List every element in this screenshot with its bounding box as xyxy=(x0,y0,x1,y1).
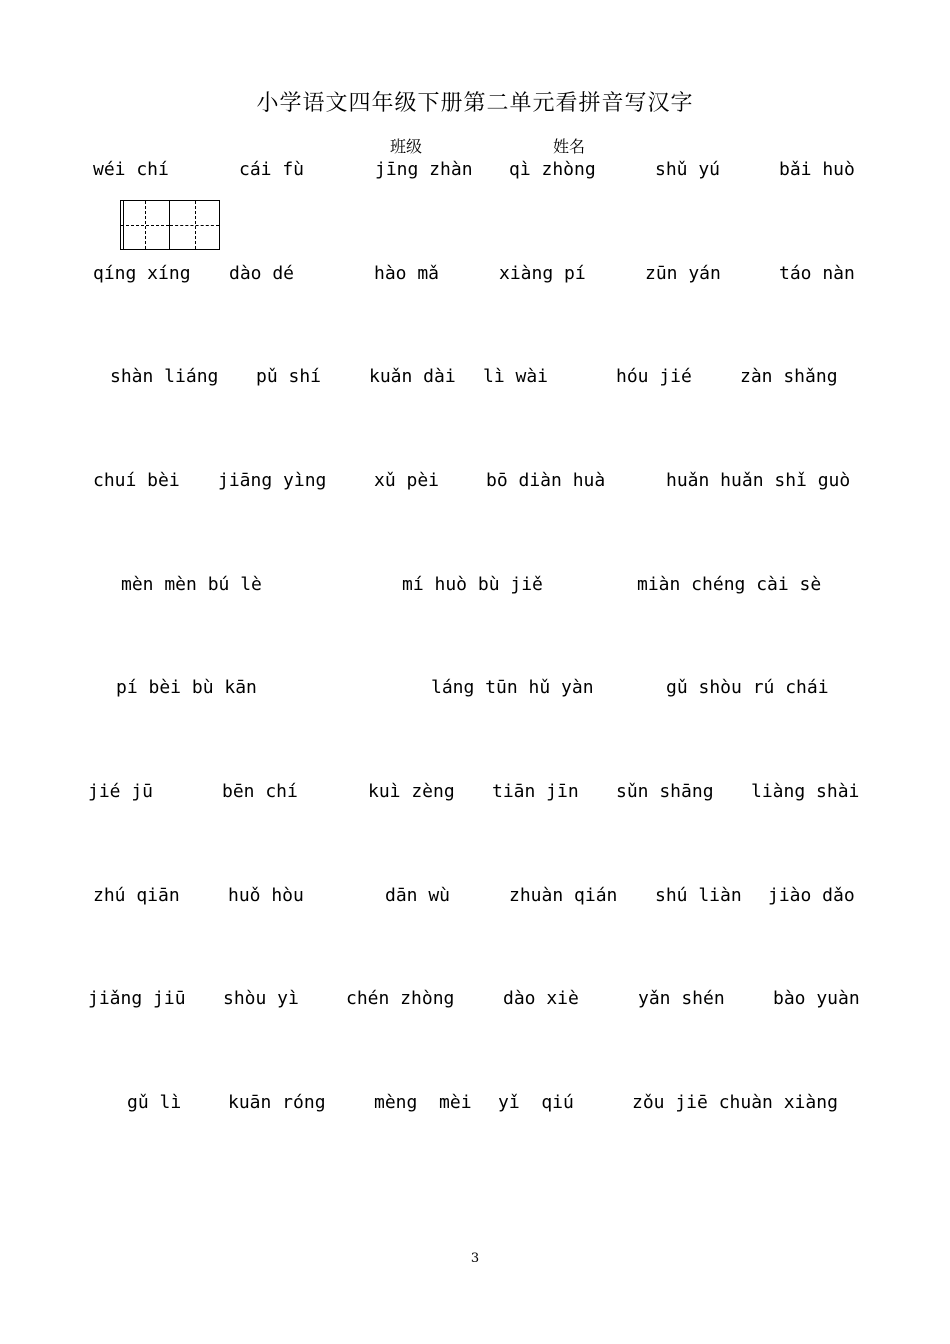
pinyin-word: shàn liáng xyxy=(110,366,219,387)
pinyin-word: cái fù xyxy=(239,159,305,180)
pinyin-word: hóu jié xyxy=(616,366,692,387)
pinyin-word: bào yuàn xyxy=(773,988,860,1009)
pinyin-phrase: gǔ shòu rú chái xyxy=(666,677,829,698)
pinyin-word: shǔ yú xyxy=(655,159,721,180)
pinyin-word: zàn shǎng xyxy=(740,366,838,387)
pinyin-word: bō diàn huà xyxy=(486,470,606,491)
pinyin-word: jié jū xyxy=(88,781,154,802)
pinyin-word: qíng xíng xyxy=(93,263,191,284)
pinyin-word: wéi chí xyxy=(93,159,169,180)
pinyin-word: zhuàn qián xyxy=(509,885,618,906)
name-label: 姓名 xyxy=(553,137,586,156)
pinyin-word: xǔ pèi xyxy=(374,470,440,491)
pinyin-word: zhú qiān xyxy=(93,885,180,906)
cell-guide-horizontal xyxy=(170,225,219,226)
cell-guide-horizontal xyxy=(121,225,169,226)
pinyin-phrase: mí huò bù jiě xyxy=(402,574,543,595)
pinyin-word: sǔn shāng xyxy=(616,781,714,802)
page-title: 小学语文四年级下册第二单元看拼音写汉字 xyxy=(256,91,694,116)
pinyin-word: yǎn shén xyxy=(638,988,725,1009)
pinyin-word: bǎi huò xyxy=(779,159,855,180)
pinyin-phrase: pí bèi bù kān xyxy=(116,677,257,698)
pinyin-phrase: láng tūn hǔ yàn xyxy=(431,677,594,698)
pinyin-word: dào xiè xyxy=(503,988,579,1009)
pinyin-word: huǒ hòu xyxy=(228,885,304,906)
pinyin-word: pǔ shí xyxy=(256,366,322,387)
pinyin-word: kuǎn dài xyxy=(369,366,456,387)
pinyin-word: kuì zèng xyxy=(368,781,455,802)
pinyin-word: qì zhòng xyxy=(509,159,596,180)
writing-cell[interactable] xyxy=(170,201,219,249)
pinyin-word: lì wài xyxy=(483,366,549,387)
pinyin-word: yǐ qiú xyxy=(498,1092,574,1113)
writing-cell[interactable] xyxy=(121,201,170,249)
writing-grid[interactable] xyxy=(120,200,220,250)
pinyin-word: xiàng pí xyxy=(499,263,586,284)
pinyin-word: zūn yán xyxy=(645,263,721,284)
pinyin-word: jiāng yìng xyxy=(218,470,327,491)
pinyin-word: jīng zhàn xyxy=(375,159,473,180)
pinyin-word: tiān jīn xyxy=(492,781,579,802)
class-label: 班级 xyxy=(390,137,423,156)
pinyin-word: chuí bèi xyxy=(93,470,180,491)
pinyin-word: kuān róng xyxy=(228,1092,326,1113)
pinyin-word: chén zhòng xyxy=(346,988,455,1009)
pinyin-word: bēn chí xyxy=(222,781,298,802)
pinyin-word: dān wù xyxy=(385,885,451,906)
pinyin-word: dào dé xyxy=(229,263,295,284)
pinyin-word: shòu yì xyxy=(223,988,299,1009)
pinyin-word: hào mǎ xyxy=(374,263,440,284)
page-number: 3 xyxy=(470,1251,480,1266)
pinyin-phrase: mèn mèn bú lè xyxy=(121,574,262,595)
pinyin-word: liàng shài xyxy=(751,781,860,802)
pinyin-word: shú liàn xyxy=(655,885,742,906)
pinyin-phrase: miàn chéng cài sè xyxy=(637,574,822,595)
pinyin-word: táo nàn xyxy=(779,263,855,284)
pinyin-word: jiào dǎo xyxy=(768,885,855,906)
pinyin-word: mèng mèi xyxy=(374,1092,472,1113)
pinyin-word: gǔ lì xyxy=(127,1092,182,1113)
pinyin-word: jiǎng jiū xyxy=(88,988,186,1009)
pinyin-phrase: zǒu jiē chuàn xiàng xyxy=(632,1092,838,1113)
pinyin-word: huǎn huǎn shǐ guò xyxy=(666,470,851,491)
